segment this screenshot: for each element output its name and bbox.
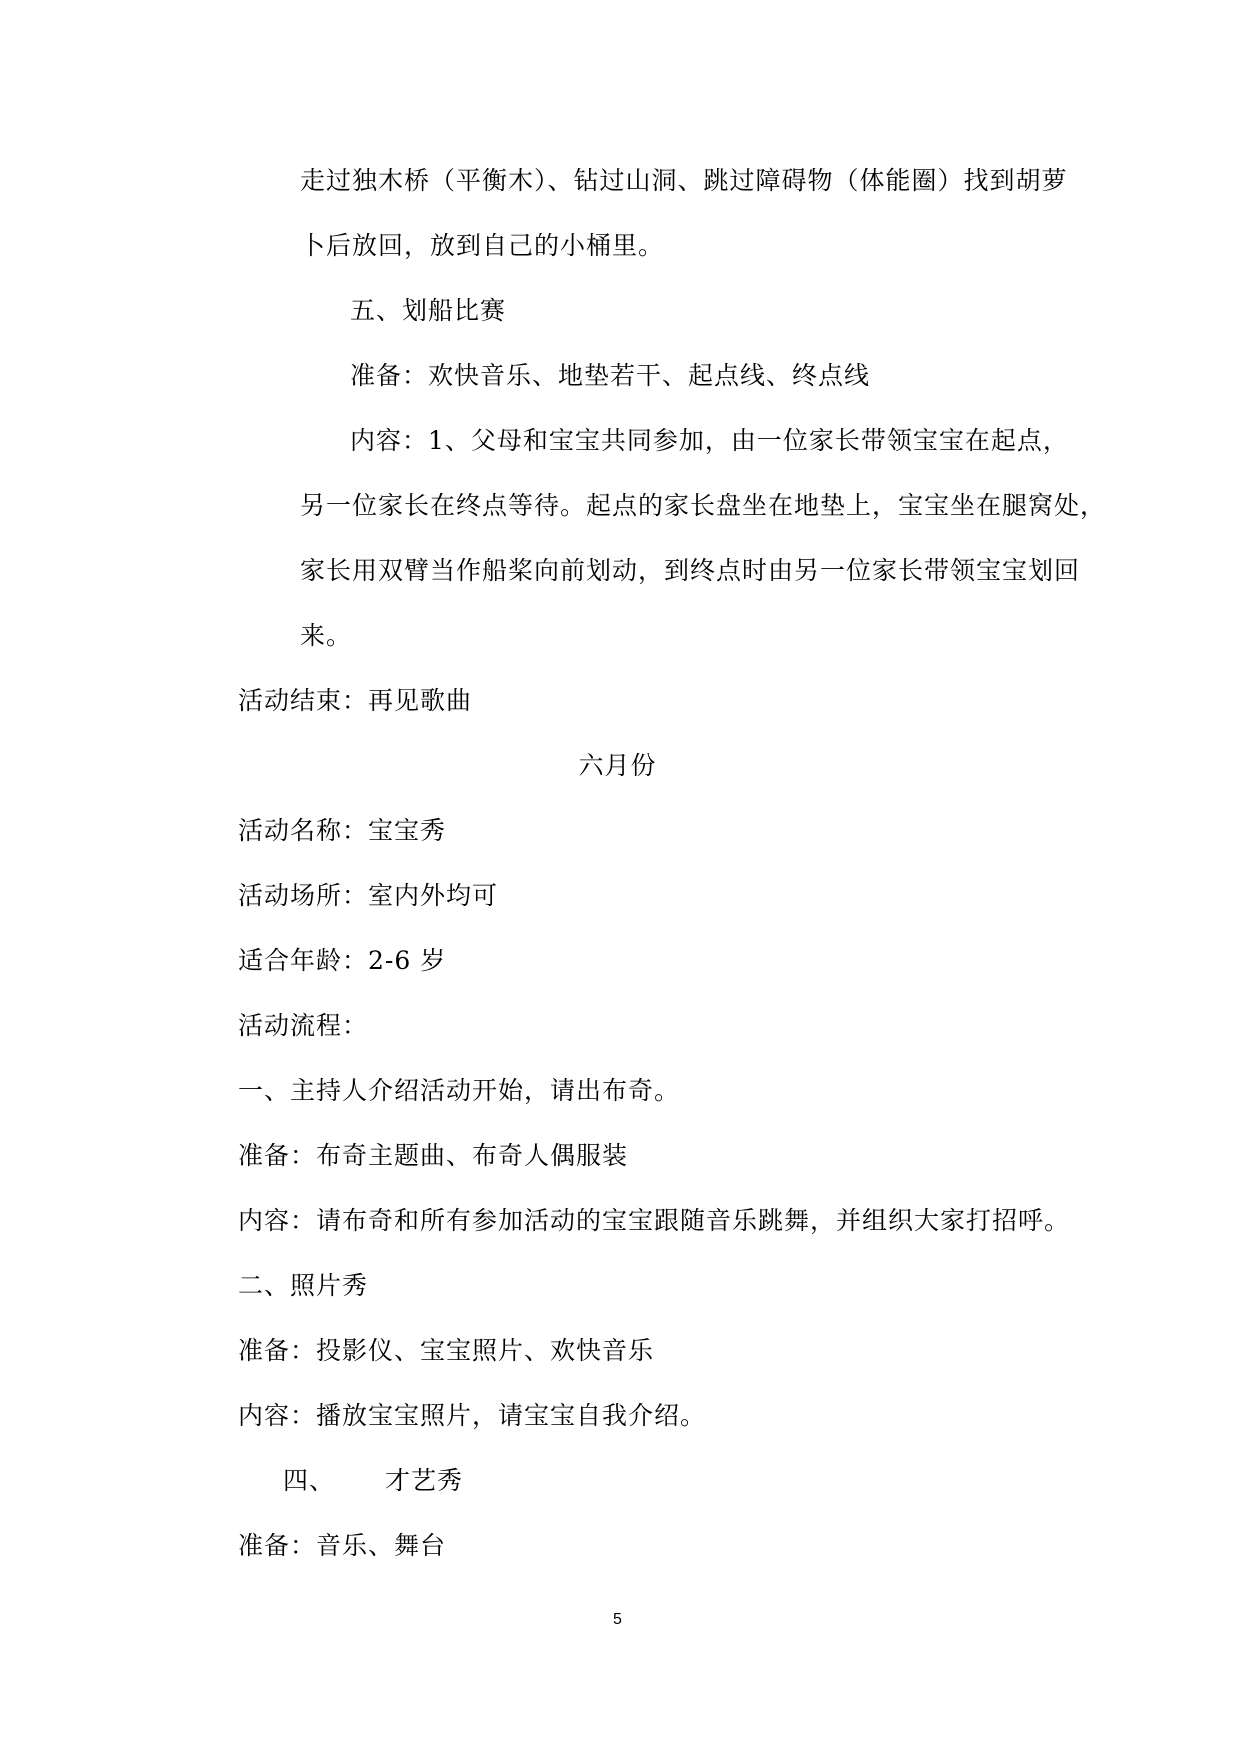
section-heading: 二、照片秀	[238, 1271, 369, 1300]
section-heading: 一、主持人介绍活动开始，请出布奇。	[238, 1076, 681, 1105]
section-title: 才艺秀	[385, 1466, 464, 1495]
paragraph-line: 活动场所：室内外均可	[238, 881, 499, 910]
paragraph-line: 走过独木桥（平衡木）、钻过山洞、跳过障碍物（体能圈）找到胡萝	[300, 166, 1068, 195]
page-number: 5	[613, 1611, 622, 1628]
paragraph-line: 活动结束：再见歌曲	[238, 686, 473, 715]
paragraph-line: 卜后放回，放到自己的小桶里。	[300, 231, 665, 260]
paragraph-line: 来。	[300, 621, 353, 650]
paragraph-line: 准备：布奇主题曲、布奇人偶服装	[238, 1141, 629, 1170]
paragraph-line: 内容：请布奇和所有参加活动的宝宝跟随音乐跳舞，并组织大家打招呼。	[238, 1206, 1071, 1235]
month-heading: 六月份	[578, 751, 657, 780]
paragraph-line: 准备：投影仪、宝宝照片、欢快音乐	[238, 1336, 655, 1365]
paragraph-line: 适合年龄：2-6 岁	[238, 946, 447, 975]
paragraph-line: 内容：1、父母和宝宝共同参加，由一位家长带领宝宝在起点，	[350, 426, 1069, 455]
section-heading: 五、划船比赛	[350, 296, 507, 325]
paragraph-line: 另一位家长在终点等待。起点的家长盘坐在地垫上，宝宝坐在腿窝处，	[300, 491, 1107, 520]
paragraph-line: 内容：播放宝宝照片，请宝宝自我介绍。	[238, 1401, 707, 1430]
paragraph-line: 家长用双臂当作船桨向前划动，到终点时由另一位家长带领宝宝划回	[300, 556, 1081, 585]
paragraph-line: 准备：欢快音乐、地垫若干、起点线、终点线	[350, 361, 871, 390]
paragraph-line: 活动名称：宝宝秀	[238, 816, 447, 845]
paragraph-line: 准备：音乐、舞台	[238, 1531, 447, 1560]
paragraph-line: 活动流程：	[238, 1011, 369, 1040]
section-heading	[283, 1465, 463, 1497]
section-number: 四、	[283, 1466, 336, 1495]
